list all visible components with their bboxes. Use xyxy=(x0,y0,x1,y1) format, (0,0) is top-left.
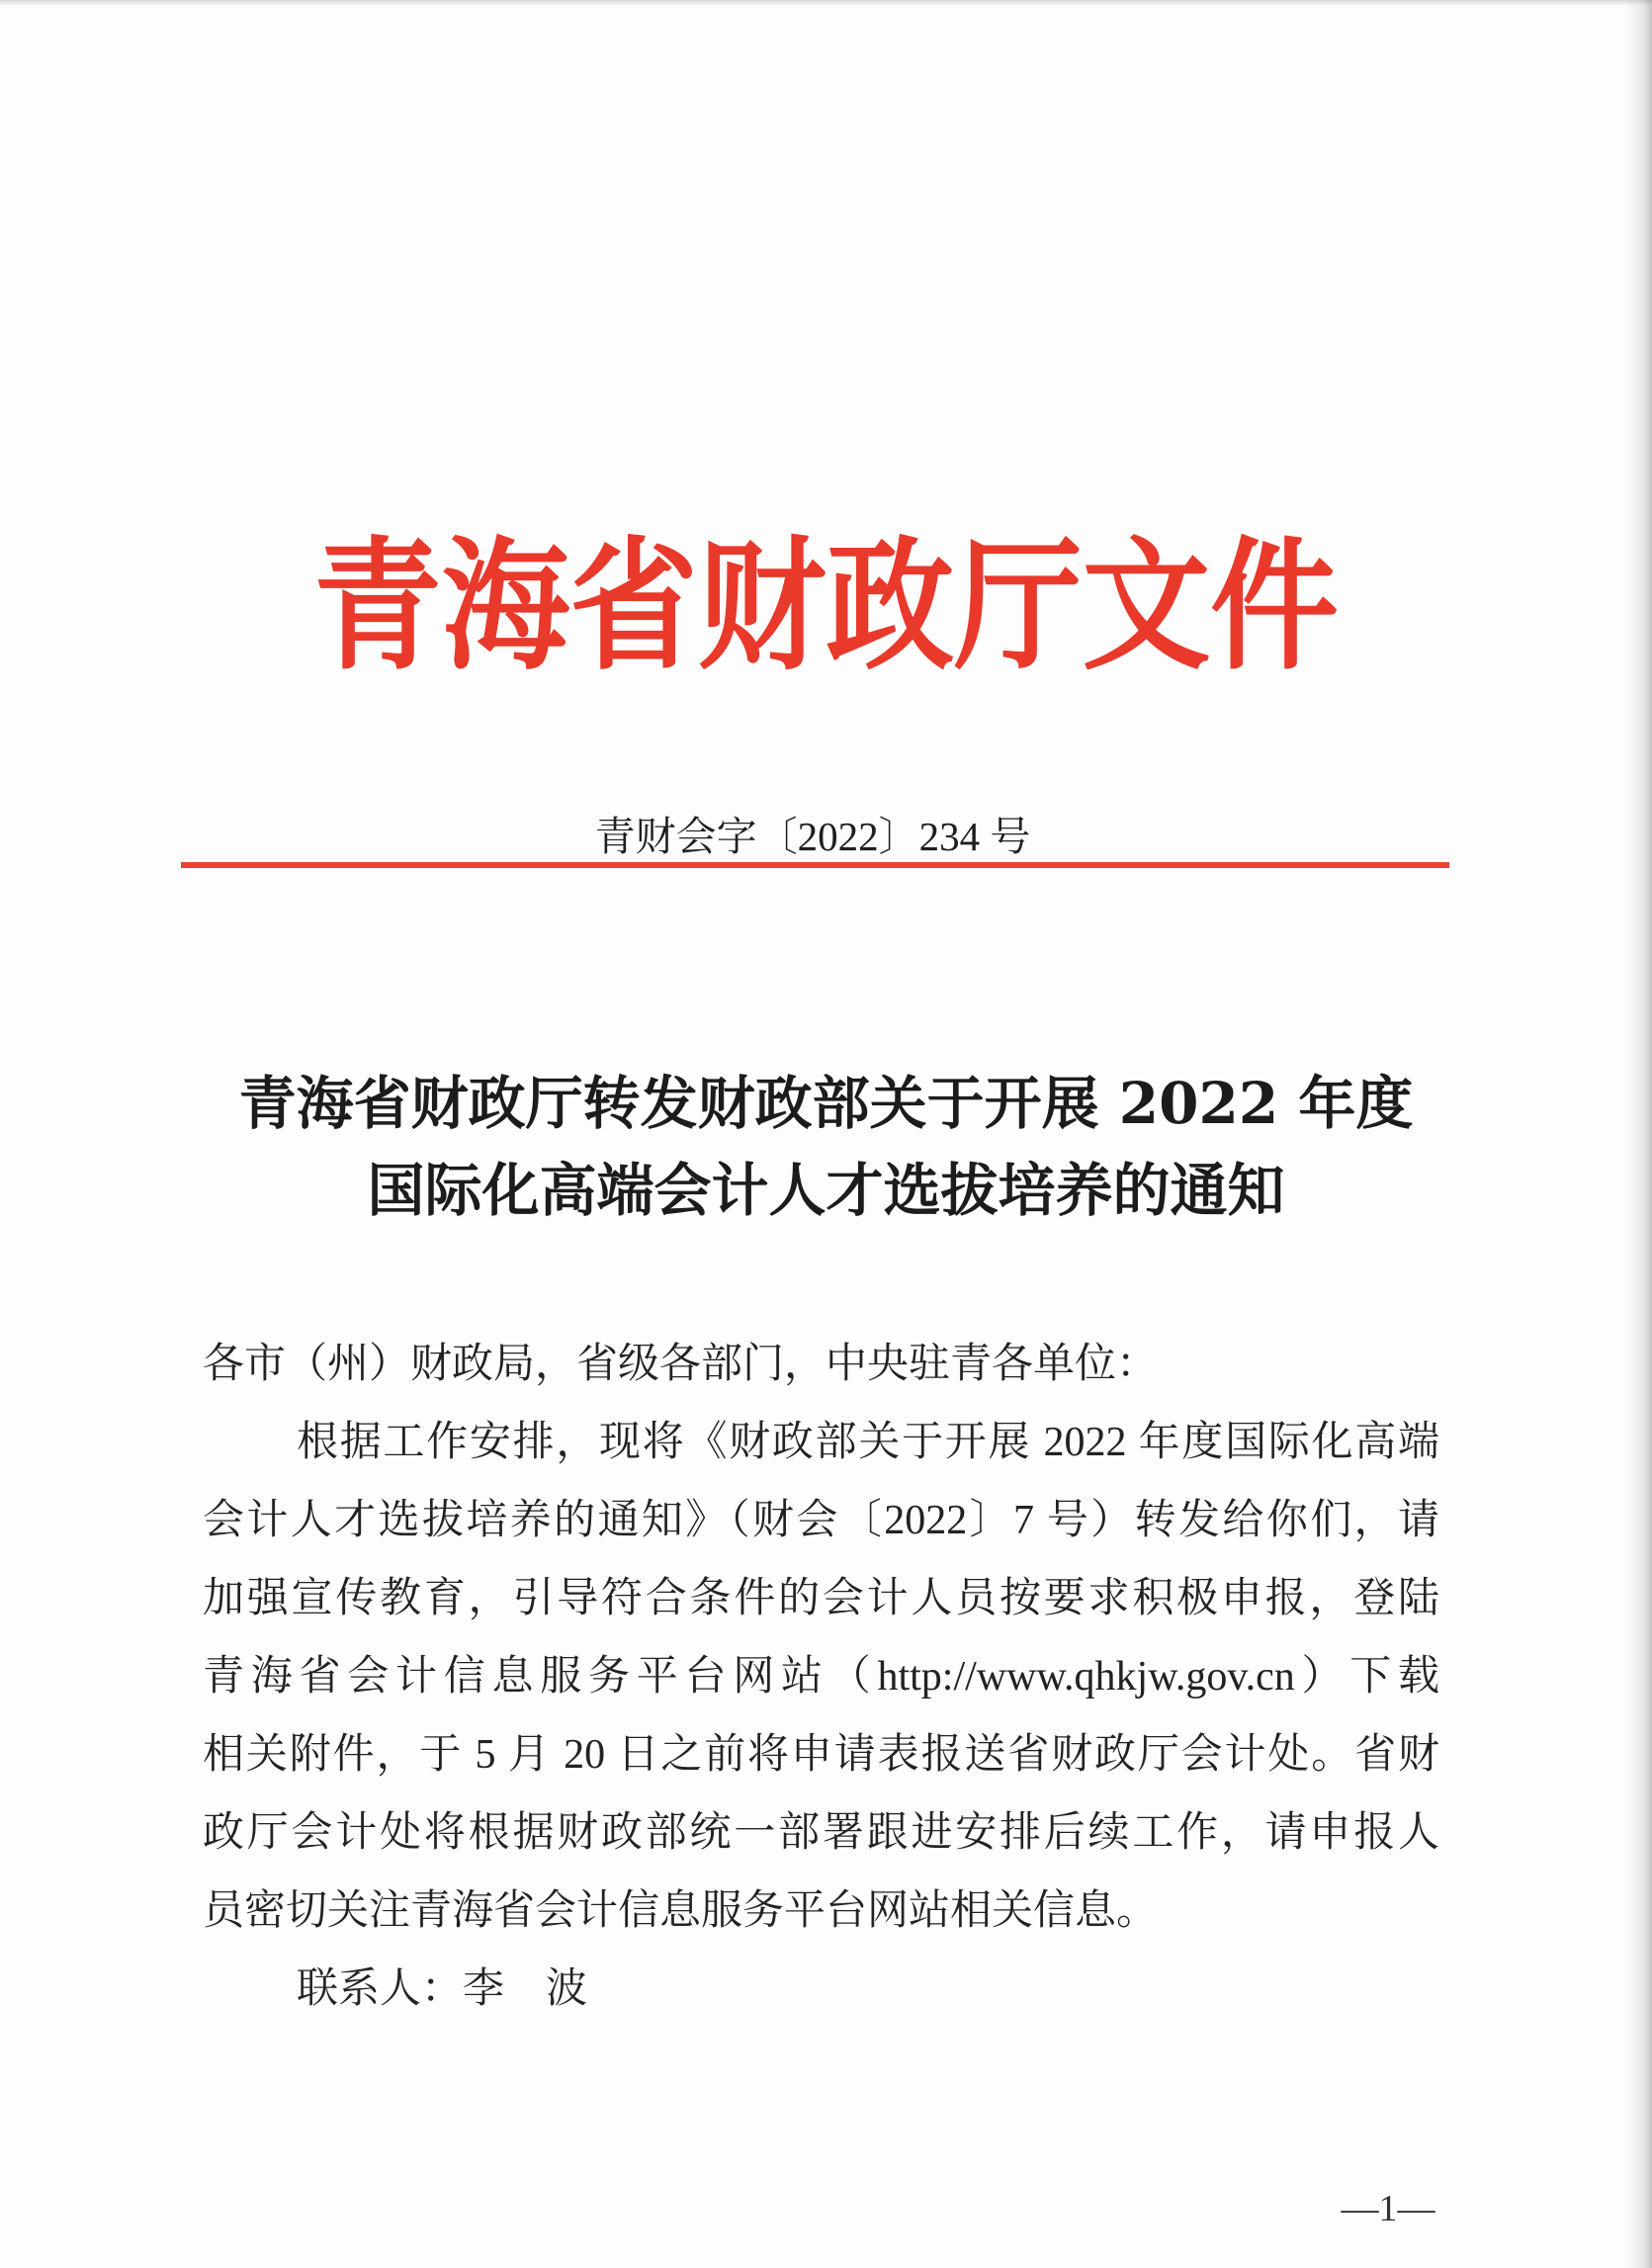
salutation: 各市（州）财政局，省级各部门，中央驻青各单位： xyxy=(203,1342,1159,1387)
contact-person xyxy=(297,1962,587,2017)
red-divider-rule xyxy=(181,862,1449,868)
body-line: 根据工作安排，现将《财政部关于开展 2022 年度国际化高端 xyxy=(297,1420,1439,1465)
body-line: 会计人才选拔培养的通知》（财会〔2022〕7 号）转发给你们，请 xyxy=(203,1498,1439,1543)
contact-label: 联系人： xyxy=(297,1966,464,2012)
contact-name: 李 波 xyxy=(463,1966,588,2012)
scan-edge-top xyxy=(0,0,1652,6)
notice-title-line-1: 青海省财政厅转发财政部关于开展 2022 年度 xyxy=(238,1070,1414,1137)
document-number: 青财会字〔2022〕234 号 xyxy=(594,814,1031,859)
body-line: 政厅会计处将根据财政部统一部署跟进安排后续工作，请申报人 xyxy=(203,1810,1439,1856)
notice-title-line-2: 国际化高端会计人才选拔培养的通知 xyxy=(367,1157,1285,1224)
body-line: 青海省会计信息服务平台网站（http://www.qhkjw.gov.cn）下载 xyxy=(203,1654,1439,1700)
body-line: 加强宣传教育，引导符合条件的会计人员按要求积极申报，登陆 xyxy=(203,1576,1439,1621)
page-number: —1— xyxy=(1341,2188,1435,2229)
document-header-title: 青海省财政厅文件 xyxy=(313,522,1339,689)
body-line: 相关附件，于 5 月 20 日之前将申请表报送省财政厅会计处。省财 xyxy=(203,1732,1439,1778)
body-line: 员密切关注青海省会计信息服务平台网站相关信息。 xyxy=(203,1888,1159,1934)
